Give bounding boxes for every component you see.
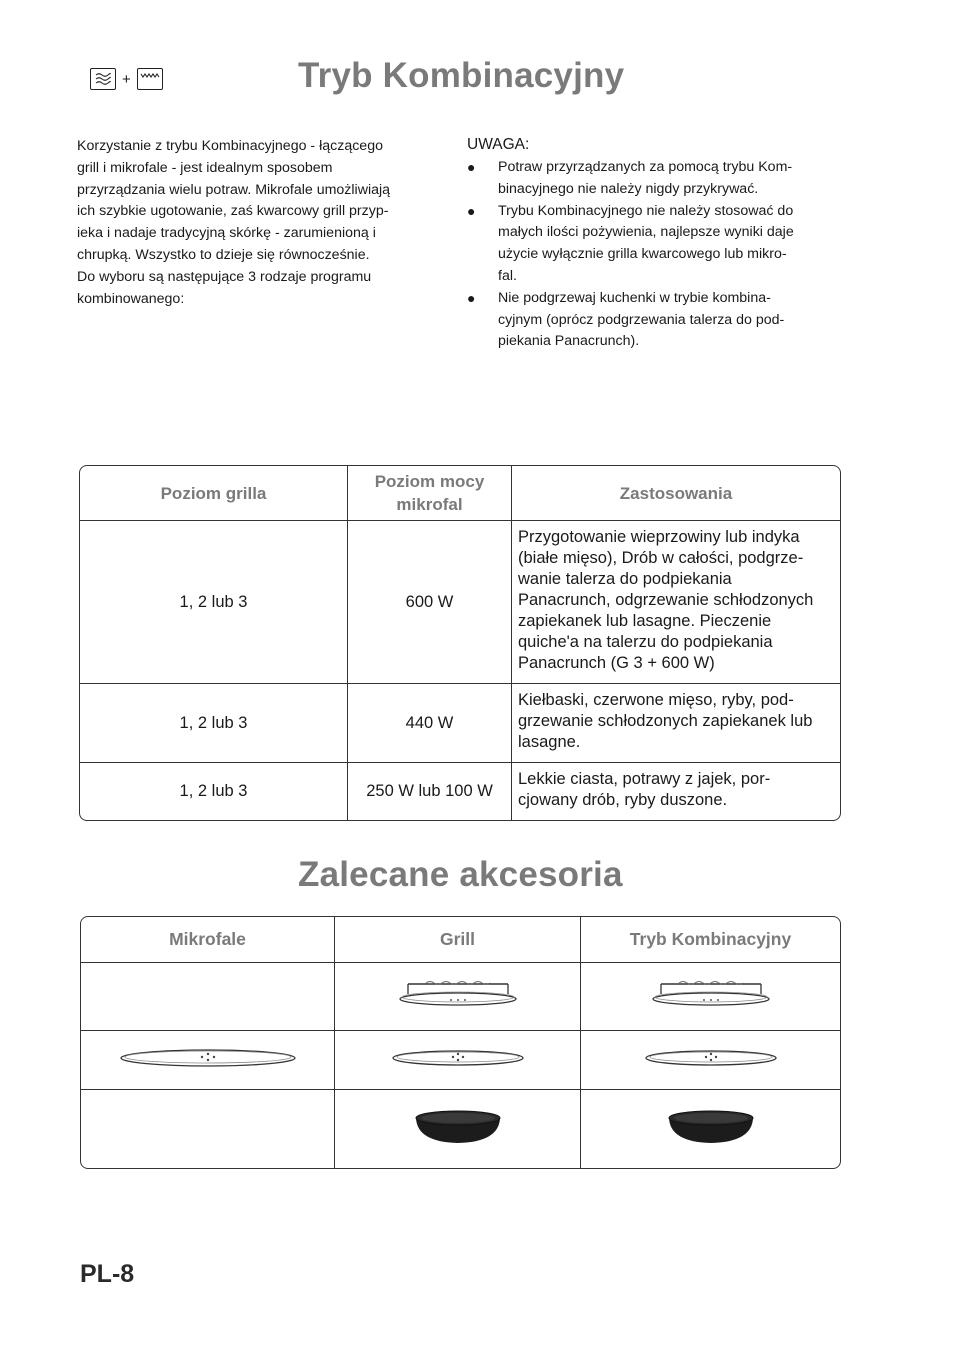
- intro-text: [77, 136, 447, 310]
- bullet-icon: ●: [467, 289, 476, 306]
- intro-line: kombinowanego:: [77, 290, 185, 307]
- plus-sign: +: [122, 70, 131, 88]
- note-heading: UWAGA:: [467, 136, 530, 153]
- intro-line: przyrządzania wielu potraw. Mikrofale umożliwiają: [77, 181, 391, 198]
- note-item: [467, 157, 847, 201]
- table-row: [81, 1031, 840, 1090]
- note-line: użycie wyłącznie grilla kwarcowego lub mikro-: [498, 246, 787, 263]
- grill-heater-icon: [137, 68, 163, 90]
- note-line: Nie podgrzewaj kuchenki w trybie kombina-: [498, 289, 771, 306]
- header-microwave: Mikrofale: [81, 917, 335, 963]
- intro-line: Korzystanie z trybu Kombinacyjnego - łączącego: [77, 138, 383, 154]
- turntable-icon: [81, 1031, 335, 1090]
- intro-line: ich szybkie ugotowanie, zaś kwarcowy grill przyp-: [77, 203, 389, 220]
- microwave-waves-icon: [90, 68, 116, 90]
- page-number: PL-8: [80, 1260, 135, 1288]
- cell-grill: 1, 2 lub 3: [80, 763, 348, 820]
- table-row: [81, 1090, 840, 1168]
- table-row: [80, 684, 840, 763]
- turntable-icon: [581, 1031, 840, 1090]
- accessories-table: [80, 916, 841, 1169]
- cell-power: 440 W: [348, 684, 512, 763]
- header-power-level: Poziom mocy mikrofal: [348, 466, 512, 521]
- intro-line: chrupką. Wszystko to dzieje się równocześnie.: [77, 246, 370, 263]
- empty-cell: [81, 1090, 335, 1168]
- note-section: [467, 136, 847, 353]
- turntable-icon: [335, 1031, 581, 1090]
- intro-line: Do wyboru są następujące 3 rodzaje programu: [77, 268, 372, 285]
- intro-line: ieka i nadaje tradycyjną skórkę - zarumienioną i: [77, 225, 376, 242]
- accessories-title: Zalecane akcesoria: [298, 855, 623, 894]
- cell-power: 600 W: [348, 521, 512, 684]
- crisp-dish-icon: [335, 1090, 581, 1168]
- note-line: binacyjnego nie należy nigdy przykrywać.: [498, 180, 759, 197]
- cell-grill: 1, 2 lub 3: [80, 684, 348, 763]
- page-title: Tryb Kombinacyjny: [298, 56, 625, 95]
- bullet-icon: ●: [467, 159, 476, 175]
- header-usage: Zastosowania: [512, 466, 840, 521]
- cell-power: 250 W lub 100 W: [348, 763, 512, 820]
- header-grill: Grill: [335, 917, 581, 963]
- table-row: [81, 963, 840, 1031]
- table-row: [80, 521, 840, 684]
- empty-cell: [81, 963, 335, 1031]
- note-list: [467, 157, 847, 353]
- crisp-dish-icon: [581, 1090, 840, 1168]
- table-header-row: [80, 466, 840, 521]
- note-item: [467, 288, 847, 353]
- grill-rack-icon: [581, 963, 840, 1031]
- cell-usage: Kiełbaski, czerwone mięso, ryby, pod- grzewanie schłodzonych zapiekanek lub lasagne.: [512, 684, 840, 763]
- note-line: Potraw przyrządzanych za pomocą trybu Kom-: [498, 159, 793, 175]
- cell-usage: Przygotowanie wieprzowiny lub indyka (białe mięso), Drób w całości, podgrze- wanie talerza do podpiekania Panacrunch, odgrzewanie schłodzonych zapiekanek lub lasagne. Pieczenie quiche'a na talerzu do podpiekania Panacrunch (G 3 + 600 W): [512, 521, 840, 684]
- note-line: fal.: [498, 267, 517, 284]
- cell-usage: Lekkie ciasta, potrawy z jajek, por- cjowany drób, ryby duszone.: [518, 770, 771, 809]
- combination-table: [79, 465, 841, 821]
- mode-icons: [90, 66, 163, 92]
- note-item: [467, 201, 847, 288]
- header-combination: Tryb Kombinacyjny: [581, 917, 840, 963]
- header-grill-level: Poziom grilla: [80, 466, 348, 521]
- bullet-icon: ●: [467, 202, 476, 219]
- note-line: cyjnym (oprócz podgrzewania talerza do pod-: [498, 311, 785, 328]
- note-line: Trybu Kombinacyjnego nie należy stosować do: [498, 202, 794, 219]
- note-line: małych ilości pożywienia, najlepsze wyniki daje: [498, 224, 794, 241]
- note-line: piekania Panacrunch).: [498, 333, 640, 350]
- table-row: [80, 763, 840, 820]
- grill-rack-icon: [335, 963, 581, 1031]
- table-header-row: [81, 917, 840, 963]
- intro-line: grill i mikrofale - jest idealnym sposobem: [77, 159, 333, 176]
- cell-grill: 1, 2 lub 3: [80, 521, 348, 684]
